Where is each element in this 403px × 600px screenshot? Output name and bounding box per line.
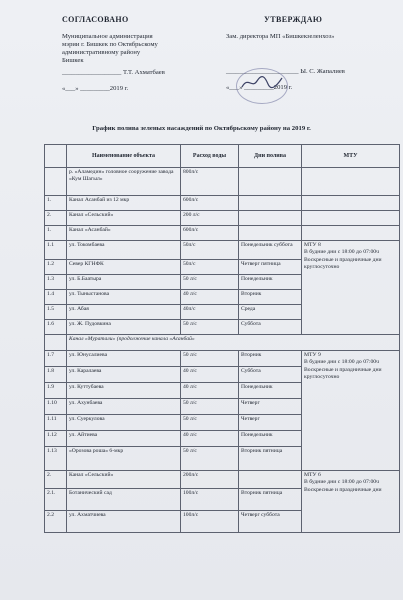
object-name: ул. Ахунбаева <box>67 399 181 415</box>
water-flow: 100л/с <box>181 511 239 533</box>
table-row <box>45 226 400 241</box>
water-flow: 50л/с <box>181 241 239 260</box>
mtu-info <box>302 211 400 226</box>
object-name: «Орозова роша» 6-мкр <box>67 447 181 471</box>
column-header-flow: Расход воды <box>181 145 239 168</box>
object-name: р. «Аламедин» головное сооружение завода «Кум Шагыл» <box>67 168 181 196</box>
row-number <box>45 168 67 196</box>
watering-days: Вторник пятница <box>239 489 302 511</box>
row-number: 1.6 <box>45 320 67 335</box>
row-number: 1. <box>45 196 67 211</box>
watering-days: Понедельник суббота <box>239 241 302 260</box>
water-flow: 50 л/с <box>181 275 239 290</box>
watering-days <box>239 471 302 489</box>
object-name: ул. Каралаева <box>67 367 181 383</box>
row-number: 2. <box>45 211 67 226</box>
water-flow: 40 л/с <box>181 431 239 447</box>
right-signer: ______________________ Ы. С. Жапалиев <box>226 68 345 75</box>
row-number: 1.5 <box>45 305 67 320</box>
mtu-info <box>302 168 400 196</box>
watering-days <box>239 168 302 196</box>
agreed-title: СОГЛАСОВАНО <box>62 15 129 24</box>
row-number: 1.9 <box>45 383 67 399</box>
org-line: Муниципальное администрация <box>62 33 153 40</box>
section-title: Канал «Муратали» (продолжение канала «Асанбай» <box>67 335 400 351</box>
object-name: ул. Токомбаева <box>67 241 181 260</box>
mtu-info: МТУ 9 В будние дни с 18:00 до 07:00ч Воскресные и праздничные дни круглосуточно <box>302 351 400 471</box>
object-name: ул. Ахматчиева <box>67 511 181 533</box>
water-flow: 40 л/с <box>181 383 239 399</box>
row-number: 1.7 <box>45 351 67 367</box>
watering-days: Четверг <box>239 399 302 415</box>
row-number: 2. <box>45 471 67 489</box>
watering-days: Четверг <box>239 415 302 431</box>
object-name: Канал «Сельский» <box>67 471 181 489</box>
object-name: Канал «Сельский» <box>67 211 181 226</box>
object-name: ул. Куттубаева <box>67 383 181 399</box>
row-number: 1.2 <box>45 260 67 275</box>
object-name: ул. Юнусалиева <box>67 351 181 367</box>
signature-icon <box>240 74 284 92</box>
column-header-mtu: МТУ <box>302 145 400 168</box>
object-name: ул. Б.Баатыра <box>67 275 181 290</box>
row-number: 1.8 <box>45 367 67 383</box>
row-number: 1.13 <box>45 447 67 471</box>
water-flow: 50л/с <box>181 260 239 275</box>
org-line: Бишкек <box>62 57 84 64</box>
table-row <box>45 241 400 260</box>
water-flow: 200л/с <box>181 471 239 489</box>
table-row <box>45 471 400 489</box>
water-flow: 200 л/с <box>181 211 239 226</box>
row-number: 1.11 <box>45 415 67 431</box>
water-flow: 50 л/с <box>181 351 239 367</box>
watering-days: Вторник <box>239 290 302 305</box>
row-number: 1.12 <box>45 431 67 447</box>
water-flow: 50 л/с <box>181 415 239 431</box>
watering-days <box>239 226 302 241</box>
left-date: «___» _________2019 г. <box>62 85 129 92</box>
row-number: 1.10 <box>45 399 67 415</box>
row-number: 1.4 <box>45 290 67 305</box>
position-line: Зам. директора МП «Бишкекзеленхоз» <box>226 33 335 40</box>
watering-days: Понедельник <box>239 431 302 447</box>
row-number: 2.1. <box>45 489 67 511</box>
object-name: ул. Тыныстанова <box>67 290 181 305</box>
approved-title: УТВЕРЖДАЮ <box>264 15 323 24</box>
watering-days: Четверг пятница <box>239 260 302 275</box>
approval-block-left <box>62 16 212 93</box>
table-section-row <box>45 335 400 351</box>
row-number: 1. <box>45 226 67 241</box>
water-flow: 40л/с <box>181 305 239 320</box>
object-name: ул. Ж. Пудовкина <box>67 320 181 335</box>
org-line: мэрии г. Бишкек по Октябрьскому <box>62 41 158 48</box>
object-name: Канал «Асанбай» <box>67 226 181 241</box>
water-flow: 40 л/с <box>181 290 239 305</box>
mtu-info <box>302 196 400 211</box>
watering-days: Суббота <box>239 367 302 383</box>
water-flow: 800л/с <box>181 168 239 196</box>
watering-days: Понедельник <box>239 275 302 290</box>
row-number: 2.2 <box>45 511 67 533</box>
object-name: Север КГНФК <box>67 260 181 275</box>
watering-days: Вторник <box>239 351 302 367</box>
object-name: ул. Суеркулова <box>67 415 181 431</box>
watering-days: Суббота <box>239 320 302 335</box>
column-header-object: Наименование объекта <box>67 145 181 168</box>
org-line: административному району <box>62 49 141 56</box>
object-name: Канал Асанбай из 12 мкр <box>67 196 181 211</box>
water-flow: 50 л/с <box>181 320 239 335</box>
water-flow: 100л/с <box>181 489 239 511</box>
watering-days <box>239 196 302 211</box>
table-row <box>45 211 400 226</box>
table-header-row <box>45 145 400 168</box>
watering-schedule-table <box>44 144 400 533</box>
right-date: «___» _________2019 г. <box>226 84 293 91</box>
mtu-info: МТУ 6 В будние дни с 18:00 до 07:00ч Воскресные и праздничные дни <box>302 471 400 533</box>
left-signer: __________________ Т.Т. Ахматбаев <box>62 69 165 76</box>
object-name: Ботанический сад <box>67 489 181 511</box>
water-flow: 50 л/с <box>181 447 239 471</box>
row-number: 1.1 <box>45 241 67 260</box>
table-row <box>45 196 400 211</box>
table-row <box>45 168 400 196</box>
watering-days: Среда <box>239 305 302 320</box>
watering-days: Понедельник <box>239 383 302 399</box>
mtu-info <box>302 226 400 241</box>
mtu-info: МТУ 8 В будние дни с 18:00 до 07:00ч Воскресные и праздничные дни круглосуточно <box>302 241 400 335</box>
object-name: ул. Абая <box>67 305 181 320</box>
water-flow: 50 л/с <box>181 399 239 415</box>
object-name: ул. Айтиева <box>67 431 181 447</box>
row-number <box>45 335 67 351</box>
table-row <box>45 351 400 367</box>
watering-days <box>239 211 302 226</box>
row-number: 1.3 <box>45 275 67 290</box>
document-title: График полива зеленых насаждений по Октябрьскому району на 2019 г. <box>92 125 311 132</box>
column-header-days: Дни полива <box>239 145 302 168</box>
water-flow: 600л/с <box>181 196 239 211</box>
watering-days: Вторник пятница <box>239 447 302 471</box>
water-flow: 600л/с <box>181 226 239 241</box>
water-flow: 40 л/с <box>181 367 239 383</box>
column-header-number <box>45 145 67 168</box>
watering-days: Четверг суббота <box>239 511 302 533</box>
